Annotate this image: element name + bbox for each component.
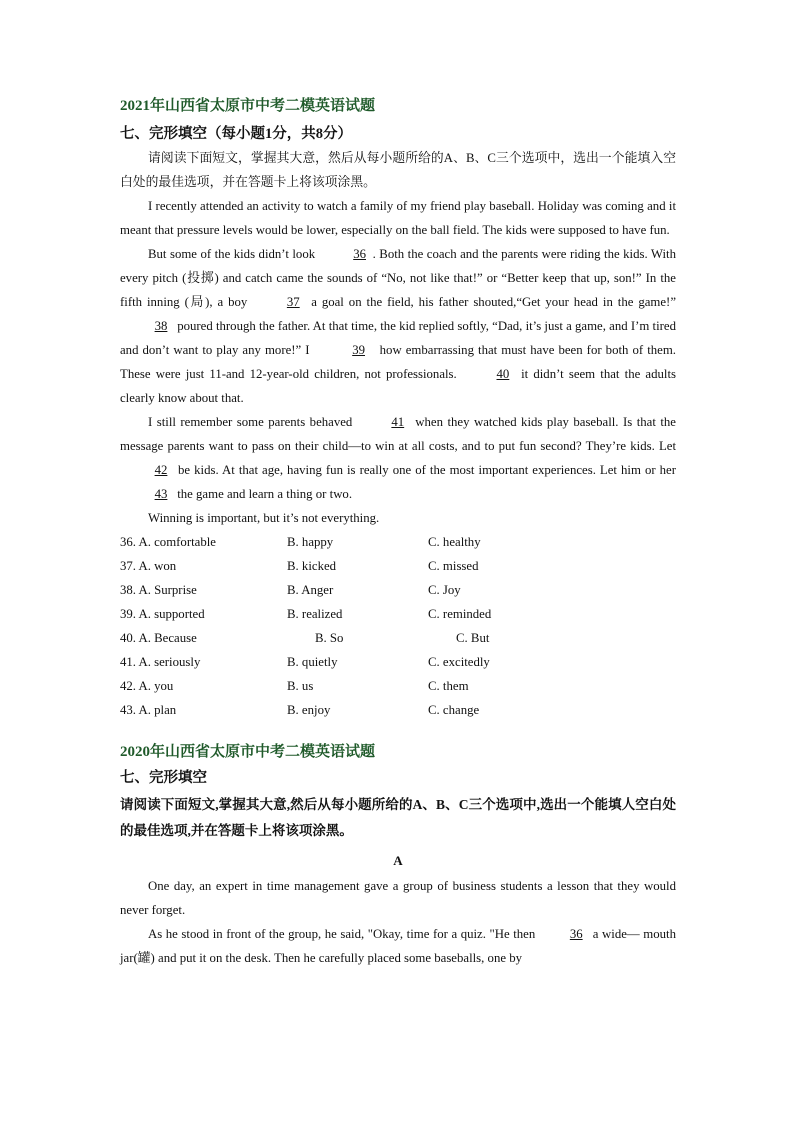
option-row-38 — [120, 578, 676, 602]
option-row-37 — [120, 554, 676, 578]
text-run: when they watched kids play baseball. Is that the message parents want to pass on their child—to win at all costs, and to put fun second? They’re kids. Let — [120, 415, 676, 453]
text-run: As he stood in front of the group, he said, "Okay, time for a quiz. "He then — [148, 927, 536, 941]
text-run: a wide— mouth jar(罐) and put it on the desk. Then he carefully placed some baseballs, one by — [120, 927, 676, 965]
option-a: 40. A. Because — [120, 631, 197, 645]
option-c: C. missed — [428, 559, 479, 573]
text-run: poured through the father. At that time, the kid replied softly, “Dad, it’s just a game, and I’m tired and don’t want to play any more!” I — [120, 319, 676, 357]
option-a: 36. A. comfortable — [120, 535, 216, 549]
blank-37: 37 — [286, 295, 300, 309]
text-run: a goal on the field, his father shouted,“Get your head in the game!” — [306, 295, 676, 309]
option-b: B. kicked — [287, 559, 337, 573]
exam-2020-section-heading: 七、完形填空 — [120, 770, 207, 786]
option-c: C. healthy — [428, 535, 481, 549]
exam-2021-paragraph-2 — [120, 242, 676, 410]
blank-39: 39 — [352, 343, 365, 357]
option-b: B. us — [287, 679, 314, 693]
exam-2021-paragraph-3 — [120, 410, 676, 506]
option-a: 39. A. supported — [120, 607, 205, 621]
exam-2021-title: 2021年山西省太原市中考二模英语试题 — [120, 98, 376, 114]
passage-label: A — [393, 853, 403, 868]
option-c: C. change — [428, 703, 480, 717]
option-c: C. excitedly — [428, 655, 490, 669]
exam-2021-paragraph-1: I recently attended an activity to watch a family of my friend play baseball. Holiday was coming and it meant that pressure levels would be lower, especially on the ball field. The kids were supposed to have fun. — [120, 199, 676, 237]
exam-2020-paragraph-1: One day, an expert in time management gave a group of business students a lesson that they would never forget. — [120, 879, 676, 917]
blank-40: 40 — [496, 367, 510, 381]
text-run: I still remember some parents behaved — [148, 415, 357, 429]
text-run: the game and learn a thing or two. — [174, 487, 353, 501]
exam-2021-section-heading: 七、完形填空（每小题1分，共8分） — [120, 126, 352, 142]
blank-36: 36 — [569, 927, 583, 941]
exam-2021-options — [120, 530, 676, 722]
option-a: 38. A. Surprise — [120, 583, 197, 597]
text-run: But some of the kids didn’t look — [148, 247, 319, 261]
exam-2020-instruction: 请阅读下面短文,掌握其大意,然后从每小题所给的A、B、C三个选项中,选出一个能填人空白处的最佳选项,并在答题卡上将该项涂黑。 — [120, 797, 676, 838]
text-run: . Both the coach and the parents were riding the kids. With every pitch (投掷) and catch came the sounds of “No, not like that!” or “Better keep that up, son!” In the fifth inning (局), a boy — [120, 247, 676, 309]
blank-36: 36 — [353, 247, 366, 261]
text-run: how embarrassing that must have been for both of them. These were just 11-and 12-year-old children, not professionals. — [120, 343, 676, 381]
option-a: 43. A. plan — [120, 703, 177, 717]
option-b: B. quietly — [287, 655, 338, 669]
option-a: 42. A. you — [120, 679, 174, 693]
text-run: be kids. At that age, having fun is really one of the most important experiences. Let him or her — [174, 463, 676, 477]
option-b: B. Anger — [287, 583, 334, 597]
exam-2020-paragraph-2 — [120, 922, 676, 970]
blank-41: 41 — [391, 415, 405, 429]
exam-2021-paragraph-4: Winning is important, but it’s not everything. — [148, 511, 380, 525]
option-a: 41. A. seriously — [120, 655, 201, 669]
exam-2020-title: 2020年山西省太原市中考二模英语试题 — [120, 744, 376, 760]
section-spacer — [120, 722, 676, 742]
text-run: it didn’t seem that the adults clearly know about that. — [120, 367, 677, 405]
option-b: B. realized — [287, 607, 343, 621]
option-row-36 — [120, 530, 676, 554]
option-row-43 — [120, 698, 676, 722]
blank-38: 38 — [154, 319, 168, 333]
option-c: C. But — [456, 631, 490, 645]
option-row-40 — [120, 626, 676, 650]
option-row-42 — [120, 674, 676, 698]
option-row-39 — [120, 602, 676, 626]
option-row-41 — [120, 650, 676, 674]
exam-2021-instruction: 请阅读下面短文，掌握其大意，然后从每小题所给的A、B、C三个选项中，选出一个能填入空白处的最佳选项，并在答题卡上将该项涂黑。 — [120, 151, 676, 189]
option-c: C. Joy — [428, 583, 461, 597]
option-a: 37. A. won — [120, 559, 177, 573]
blank-42: 42 — [154, 463, 168, 477]
option-c: C. reminded — [428, 607, 492, 621]
option-c: C. them — [428, 679, 469, 693]
option-b: B. happy — [287, 535, 334, 549]
page-content — [120, 96, 676, 970]
option-b: B. enjoy — [287, 703, 331, 717]
blank-43: 43 — [154, 487, 168, 501]
option-b: B. So — [315, 631, 344, 645]
